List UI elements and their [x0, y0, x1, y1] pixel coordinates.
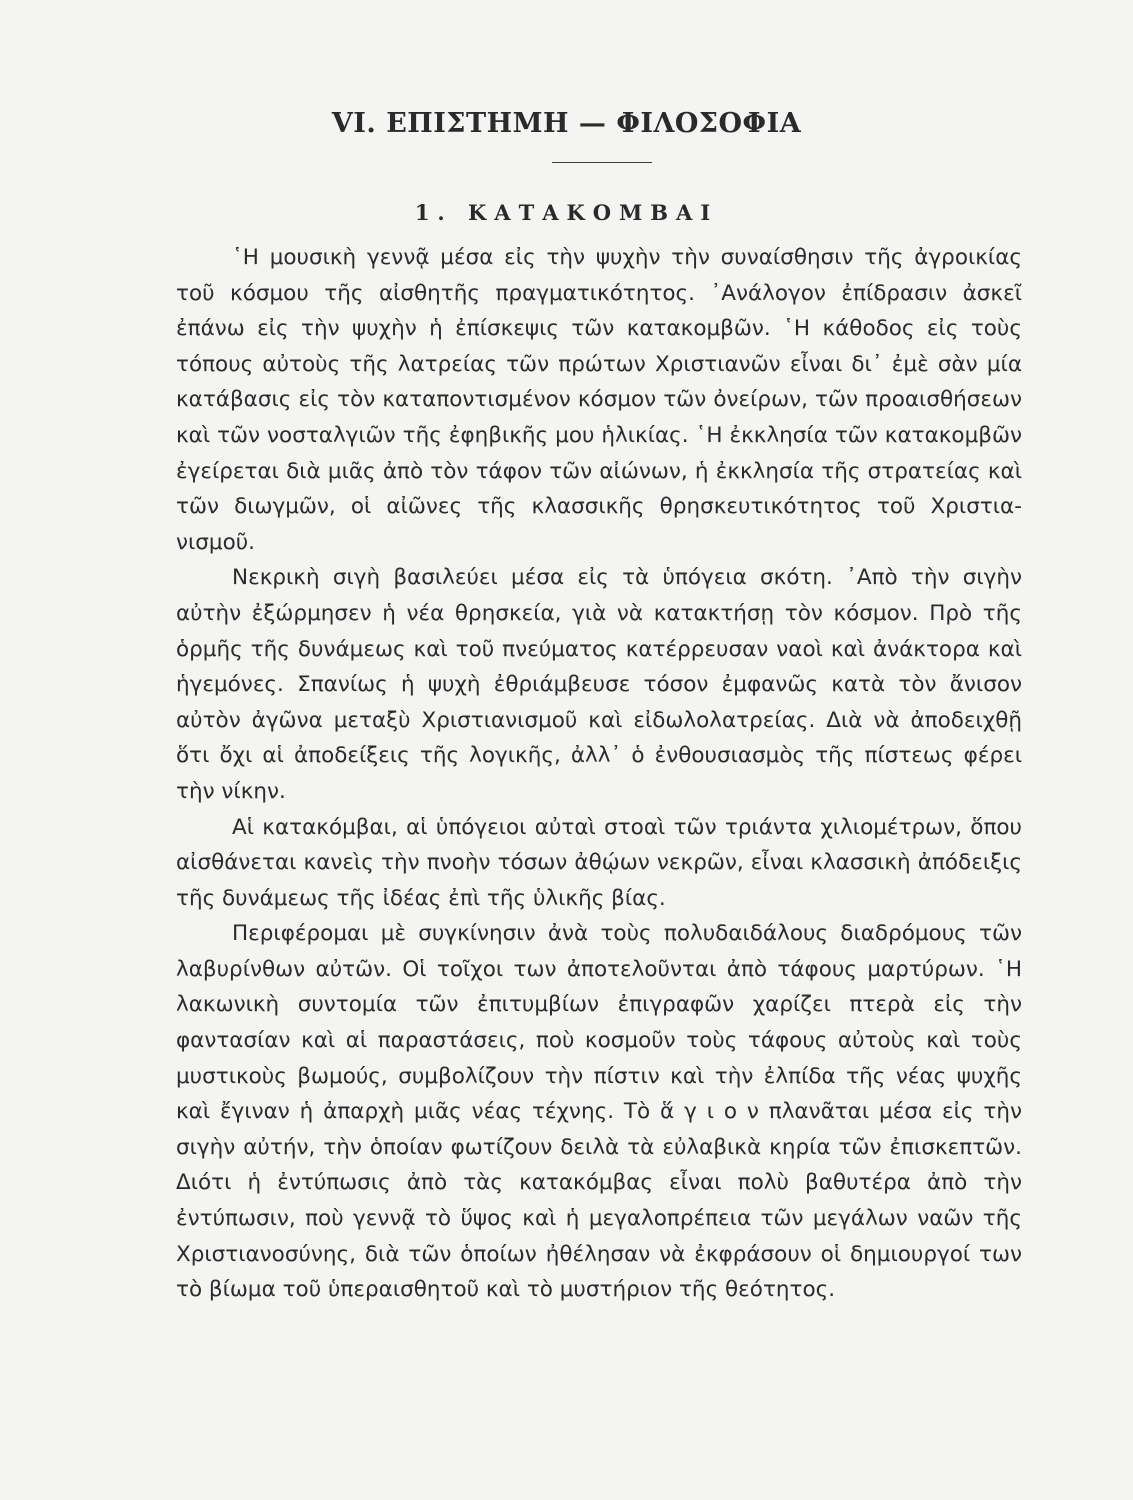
section-title: 1. ΚΑΤΑΚΟΜΒΑΙ [414, 200, 719, 225]
paragraph-3: Αἱ κατακόμβαι, αἱ ὑπόγειοι αὐταὶ στοαὶ τῶν τριάντα χιλιομέτρων, ὅπου αἰσθάνεται κανεὶς τὴν πνοὴν τόσων ἀθῴων νεκρῶν, εἶναι κλασσικὴ ἀπόδειξις τῆς δυνάμεως τῆς ἰδέας ἐπὶ τῆς ὑλικῆς βίας. [176, 814, 1022, 911]
paragraph-2: Νεκρικὴ σιγὴ βασιλεύει μέσα εἰς τὰ ὑπόγεια σκότη. ᾿Απὸ τὴν σιγὴν αὐτὴν ἐξώρμησεν ἡ νέα θρησκεία, γιὰ νὰ κατακτήσῃ τὸν κόσμον. Πρὸ τῆς ὁρμῆς τῆς δυνάμεως καὶ τοῦ πνεύματος κατέρρευσαν ναοὶ καὶ ἀνάκτορα καὶ ἡγεμόνες. Σπανίως ἡ ψυχὴ ἐθριάμβευσε τόσον ἐμφανῶς κατὰ τὸν ἄνισον αὐτὸν ἀγῶνα μεταξὺ Χριστιανισμοῦ καὶ εἰδωλολατρείας. Διὰ νὰ ἀποδειχθῇ ὅτι ὄχι αἱ ἀποδείξεις τῆς λογικῆς, ἀλλ᾿ ὁ ἐνθουσιασμὸς τῆς πίστεως φέρει τὴν νίκην. [176, 565, 1022, 804]
paragraph-4: Περιφέρομαι μὲ συγκίνησιν ἀνὰ τοὺς πολυδαιδάλους διαδρόμους τῶν λαβυρίνθων αὐτῶν. Οἱ τοῖχοι των ἀποτελοῦνται ἀπὸ τάφους μαρτύρων. ῾Η λακωνικὴ συντομία τῶν ἐπιτυμβίων ἐπιγραφῶν χαρίζει πτερὰ εἰς τὴν φαντασίαν καὶ αἱ παραστάσεις, ποὺ κοσμοῦν τοὺς τάφους αὐτοὺς καὶ τοὺς μυστικοὺς βωμούς, συμβολίζουν τὴν πίστιν καὶ τὴν ἐλπίδα τῆς νέας ψυχῆς καὶ ἔγιναν ἡ ἀπαρχὴ μιᾶς νέας τέχνης. Τὸ ἅ γ ι ο ν πλανᾶται μέσα εἰς τὴν σιγὴν αὐτήν, τὴν ὁποίαν φωτίζουν δειλὰ τὰ εὐλαβικὰ κηρία τῶν ἐπισκεπτῶν. Διότι ἡ ἐντύπωσις ἀπὸ τὰς κατακόμβας εἶναι πολὺ βαθυτέρα ἀπὸ τὴν ἐντύπωσιν, ποὺ γεννᾷ τὸ ὕψος καὶ ἡ μεγαλοπρέπεια τῶν μεγάλων ναῶν τῆς Χριστιανοσύνης, διὰ τῶν ὁποίων ἠθέλησαν νὰ ἐκφράσουν οἱ δημιουργοί των τὸ βίωμα τοῦ ὑπεραισθητοῦ καὶ τὸ μυστήριον τῆς θεότητος. [176, 921, 1022, 1303]
chapter-title: VI. ΕΠΙΣΤΗΜΗ — ΦΙΛΟΣΟΦΙΑ [331, 108, 802, 139]
body-text [176, 240, 1022, 1308]
paragraph-1: ῾Η μουσικὴ γεννᾷ μέσα εἰς τὴν ψυχὴν τὴν συναίσθησιν τῆς ἀγροικίας τοῦ κόσμου τῆς αἰσθητῆς πραγματικότητος. ᾿Ανάλογον ἐπίδρασιν ἀσκεῖ ἐπάνω εἰς τὴν ψυχὴν ἡ ἐπίσκεψις τῶν κατακομβῶν. ῾Η κάθοδος εἰς τοὺς τόπους αὐτοὺς τῆς λατρείας τῶν πρώτων Χριστιανῶν εἶναι δι᾿ ἐμὲ σὰν μία κατάβασις εἰς τὸν καταποντισμένον κόσμον τῶν ὀνείρων, τῶν προαισθήσεων καὶ τῶν νοσταλγιῶν τῆς ἐφηβικῆς μου ἡλικίας. ῾Η ἐκκλησία τῶν κατακομβῶν ἐγείρεται διὰ μιᾶς ἀπὸ τὸν τάφον τῶν αἰώνων, ἡ ἐκκλησία τῆς στρατείας καὶ τῶν διωγμῶν, οἱ αἰῶνες τῆς κλασσικῆς θρησκευτικότητος τοῦ Χριστιανισμοῦ. [176, 245, 1022, 555]
title-divider [552, 162, 652, 163]
